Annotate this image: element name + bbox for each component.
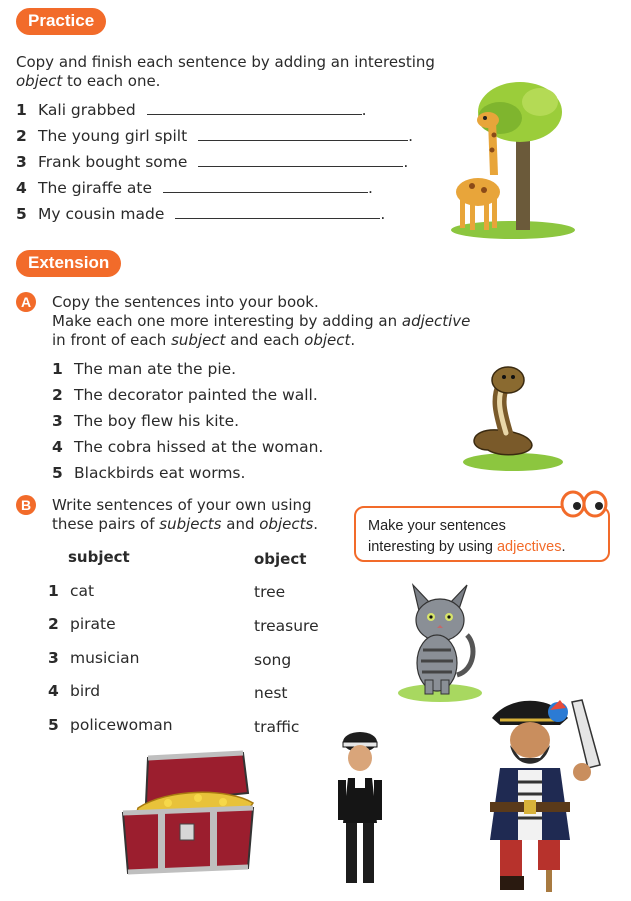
practice-item: 1 Kali grabbed . (16, 101, 367, 119)
item-number: 5 (52, 464, 63, 482)
a-item (52, 412, 239, 431)
item-number: 5 (16, 205, 27, 223)
badge-a: A (16, 292, 36, 312)
item-text: The giraffe ate (38, 179, 153, 197)
pair-row (48, 716, 173, 734)
item-text: My cousin made (38, 205, 165, 223)
pair-number: 3 (48, 649, 59, 667)
a-item (52, 360, 236, 379)
answer-blank (198, 152, 403, 167)
a-instruction-end: . (350, 331, 356, 349)
policewoman-illustration (330, 728, 390, 893)
pair-number: 4 (48, 682, 59, 700)
b-instruction-line-1: Write sentences of your own using (52, 496, 312, 514)
treasure-chest-illustration (118, 748, 268, 876)
pair-row (48, 682, 100, 700)
pair-subject: cat (70, 582, 95, 600)
practice-heading: Practice (16, 8, 106, 35)
a-instruction-line-1: Copy the sentences into your book. (52, 293, 319, 311)
item-number: 1 (16, 101, 27, 119)
b-objects-word: objects (259, 515, 314, 533)
a-item (52, 464, 245, 483)
practice-item: 2 The young girl spilt . (16, 127, 414, 145)
pair-object: traffic (254, 718, 300, 736)
pair-number: 2 (48, 615, 59, 633)
practice-item: 4 The giraffe ate . (16, 179, 373, 197)
a-instruction-line-2: Make each one more interesting by adding an (52, 312, 402, 330)
a-adjective-word: adjective (401, 312, 471, 330)
practice-item: 3 Frank bought some . (16, 153, 409, 171)
item-text: Kali grabbed (38, 101, 136, 119)
answer-blank (175, 204, 380, 219)
extension-a-instructions (52, 293, 512, 350)
instruction-line-2: to each one. (62, 72, 161, 90)
eyes-icon (560, 490, 608, 518)
item-number: 1 (52, 360, 63, 378)
tip-line-1: Make your sentences (368, 518, 506, 534)
cobra-illustration (458, 358, 568, 473)
item-text: The boy flew his kite. (74, 412, 240, 430)
a-subject-word: subject (171, 331, 226, 349)
item-text: The young girl spilt (38, 127, 188, 145)
b-subjects-word: subjects (159, 515, 222, 533)
item-text: The cobra hissed at the woman. (74, 438, 324, 456)
item-number: 3 (52, 412, 63, 430)
pair-subject: bird (70, 682, 101, 700)
answer-blank (147, 100, 362, 115)
a-instruction-line-3: in front of each (52, 331, 172, 349)
subject-column-header: subject (68, 548, 130, 566)
a-instruction-mid: and each (225, 331, 305, 349)
b-instruction-end: . (313, 515, 319, 533)
object-column-header: object (254, 550, 307, 568)
tip-adjectives-word: adjectives (496, 539, 562, 555)
pair-row (48, 649, 139, 667)
pair-object: nest (254, 684, 288, 702)
a-object-word: object (304, 331, 351, 349)
item-text: The decorator painted the wall. (74, 386, 318, 404)
answer-blank (163, 178, 368, 193)
cat-illustration (395, 575, 485, 705)
item-text: The man ate the pie. (74, 360, 237, 378)
item-number: 2 (52, 386, 63, 404)
pair-number: 5 (48, 716, 59, 734)
b-instruction-mid: and (221, 515, 260, 533)
a-item (52, 438, 323, 457)
pair-subject: pirate (70, 615, 116, 633)
instruction-object-word: object (16, 72, 63, 90)
item-number: 4 (16, 179, 27, 197)
practice-instruction (16, 53, 476, 91)
b-instruction-line-2: these pairs of (52, 515, 160, 533)
practice-item: 5 My cousin made . (16, 205, 386, 223)
tip-line-end: . (561, 539, 566, 555)
extension-heading: Extension (16, 250, 121, 277)
answer-blank (198, 126, 408, 141)
pair-row (48, 582, 94, 600)
badge-b: B (16, 495, 36, 515)
item-number: 3 (16, 153, 27, 171)
item-text: Blackbirds eat worms. (74, 464, 246, 482)
pair-subject: musician (70, 649, 140, 667)
pirate-illustration (470, 690, 620, 895)
giraffe-tree-illustration (448, 80, 578, 240)
item-text: Frank bought some (38, 153, 188, 171)
pair-number: 1 (48, 582, 59, 600)
item-number: 4 (52, 438, 63, 456)
pair-subject: policewoman (70, 716, 173, 734)
item-number: 2 (16, 127, 27, 145)
pair-object: treasure (254, 617, 319, 635)
extension-b-instructions (52, 496, 352, 534)
pair-object: tree (254, 583, 286, 601)
a-item (52, 386, 318, 405)
pair-row (48, 615, 116, 633)
tip-line-2: interesting by using (368, 539, 497, 555)
tip-text (368, 516, 565, 558)
instruction-line-1: Copy and finish each sentence by adding an interesting (16, 53, 435, 71)
pair-object: song (254, 651, 292, 669)
